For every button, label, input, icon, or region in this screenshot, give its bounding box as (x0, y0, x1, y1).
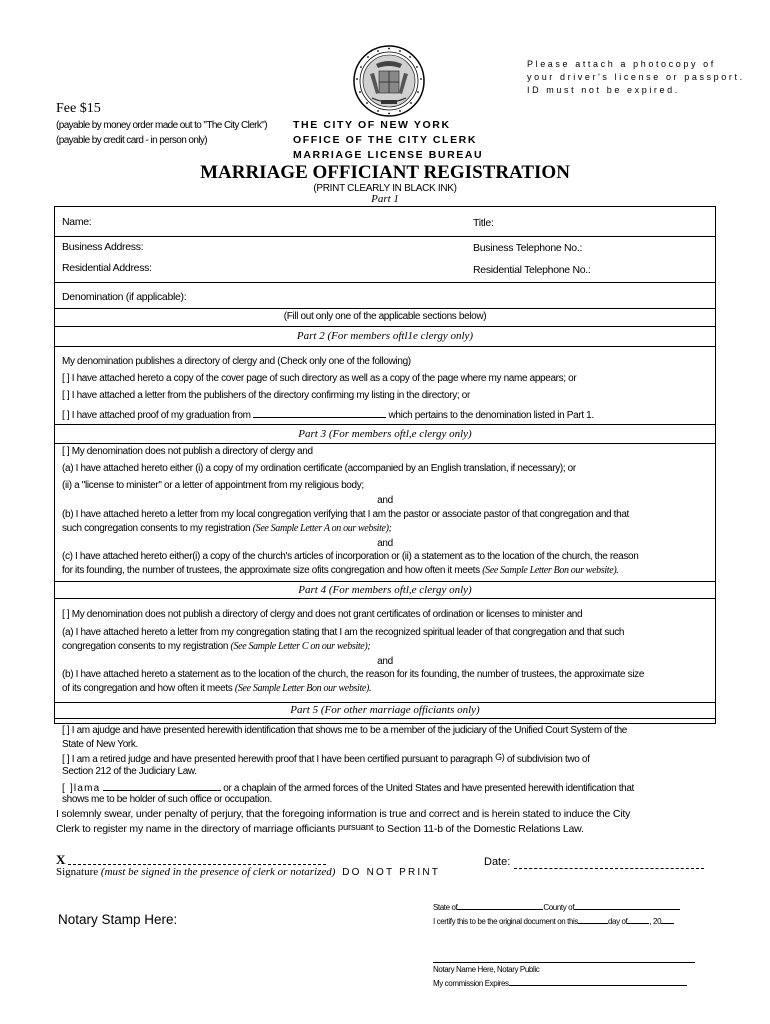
divider (54, 308, 716, 309)
agency-bureau: MARRIAGE LICENSE BUREAU (293, 149, 484, 161)
agency-office: OFFICE OF THE CITY CLERK (293, 134, 478, 146)
form-subtitle: (PRINT CLEARLY IN BLACK INK) (313, 183, 457, 194)
part-2-line: My denomination publishes a directory of clergy and (Check only one of the following) (62, 356, 411, 367)
divider (54, 598, 716, 599)
graduation-institution-blank[interactable] (253, 407, 386, 418)
month-blank[interactable] (627, 915, 649, 924)
state-of-label: State of (433, 903, 458, 912)
part-2-heading: Part 2 (For members oftl1e clergy only) (296, 330, 474, 342)
part-5-line (62, 780, 634, 794)
oath-text: Clerk to register my name in the directory of marriage officiants (56, 823, 336, 835)
oath-statement (56, 822, 584, 835)
nyc-seal-icon (352, 44, 426, 118)
signature-instruction: (must be signed in the presence of clerk or notarized) (100, 866, 336, 878)
divider (54, 443, 716, 444)
sample-letter-c-note: (See Sample Letter C on our website); (230, 641, 371, 652)
part-5-line: shows me to be holder of such office or occupation. (62, 794, 272, 805)
business-address-label: Business Address: (62, 241, 144, 253)
sample-letter-b-note: (See Sample Letter Bon our website). (234, 683, 372, 694)
part-3-heading: Part 3 (For members oftl,e clergy only) (298, 428, 472, 440)
part-4-text: of its congregation and how often it meets (62, 683, 233, 694)
signature-label (56, 866, 440, 878)
commission-label: My commission Expires (433, 979, 509, 988)
part-5-line: [ ] I am ajudge and have presented herewith identification that shows me to be a member of the judiciary of the Unified Court System of the (62, 725, 628, 736)
year-prefix: , 20 (649, 917, 662, 926)
divider (54, 581, 716, 582)
fill-out-note: (Fill out only one of the applicable sections below) (283, 311, 487, 322)
part-4-heading: Part 4 (For members oftl,e clergy only) (298, 584, 472, 596)
part-5-text: or a chaplain of the armed forces of the United States and have presented herewith identification that (223, 783, 634, 794)
part-3-text: such congregation consents to my registration (62, 523, 251, 534)
oath-text: to Section 11-b of the Domestic Relations Law. (375, 823, 584, 835)
residential-address-label: Residential Address: (62, 262, 152, 274)
part-4-and: and (377, 656, 393, 667)
business-phone-label: Business Telephone No.: (473, 242, 583, 254)
fee-amount: Fee $15 (56, 101, 101, 116)
commission-blank[interactable] (509, 977, 687, 986)
part-5-line (62, 752, 590, 765)
state-blank[interactable] (457, 901, 543, 910)
notary-signature-line[interactable] (433, 962, 695, 963)
fee-payment-note-money-order: (payable by money order made out to "The City Clerk") (56, 120, 267, 131)
divider (54, 702, 716, 703)
commission-line (433, 977, 687, 988)
officiant-title-blank[interactable] (103, 780, 221, 791)
divider (54, 424, 716, 425)
signature-label-text: Signature (56, 866, 99, 878)
part-2-graduation-text: [ ] I have attached proof of my graduation from (62, 410, 251, 421)
divider (54, 346, 716, 347)
year-blank[interactable] (661, 915, 674, 924)
part-3-line: [ ] My denomination does not publish a directory of clergy and (62, 446, 313, 457)
oath-text: pursuant (337, 822, 374, 833)
part-1-heading: Part 1 (371, 193, 399, 205)
day-blank[interactable] (578, 915, 608, 924)
oath-statement: I solemnly swear, under penalty of perjury, that the foregoing information is true and correct and is herein stated to induce the City (56, 808, 631, 820)
divider (54, 326, 716, 327)
date-line[interactable] (514, 868, 704, 869)
notary-stamp-label: Notary Stamp Here: (58, 912, 178, 927)
residential-phone-label: Residential Telephone No.: (473, 264, 591, 276)
part-5-line: State of New York. (62, 739, 138, 750)
divider (54, 282, 716, 283)
part-2-graduation-text-end: which pertains to the denomination listed in Part 1. (388, 410, 594, 421)
part-3-line: (b) I have attached hereto a letter from my local congregation verifying that I am the pastor or associate pastor of that congregation and that (62, 509, 629, 520)
part-3-line: (a) I have attached hereto either (i) a copy of my ordination certificate (accompanied by an English translation, if necessary); or (62, 463, 576, 474)
part-3-line: (c) I have attached hereto either(i) a copy of the church's articles of incorporation or (ii) a statement as to the location of the church, the reason (62, 551, 639, 562)
signature-line[interactable] (68, 864, 326, 865)
part-2-option (62, 407, 594, 421)
part-3-line: (ii) a "license to minister" or a letter of appointment from my religious body; (62, 480, 364, 491)
fee-payment-note-credit-card: (payable by credit card - in person only) (56, 135, 208, 146)
county-blank[interactable] (574, 901, 680, 910)
part-5-text: [ ]lama (62, 783, 101, 794)
name-field-label: Name: (62, 216, 92, 228)
part-3-and: and (377, 538, 393, 549)
part-4-line (62, 683, 371, 694)
part-3-line (62, 523, 392, 534)
part-4-line (62, 641, 370, 652)
date-label: Date: (484, 856, 511, 868)
denomination-label: Denomination (if applicable): (62, 291, 187, 303)
part-2-option: [ ] I have attached hereto a copy of the cover page of such directory as well as a copy of the page where my name appears; or (62, 373, 577, 384)
state-county-line (433, 901, 680, 912)
part-2-option: [ ] I have attached a letter from the publishers of the directory confirming my listing in the directory; or (62, 390, 470, 401)
notary-name-label: Notary Name Here, Notary Public (433, 965, 540, 974)
part-5-text: of subdivision two of (506, 754, 590, 765)
county-of-label: County of (543, 903, 575, 912)
part-4-line: [ ] My denomination does not publish a directory of clergy and does not grant certificates of ordination or licenses to minister and (62, 609, 583, 620)
part-5-text: [ ] I am a retired judge and have presented herewith proof that I have been certified pursuant to paragraph (62, 754, 493, 765)
day-of-label: day of (607, 917, 628, 926)
part-4-line: (b) I have attached hereto a statement as to the location of the church, the reason for its founding, the number of trustees, the approximate size (62, 669, 645, 680)
divider (54, 718, 716, 719)
certify-text: I certify this to be the original document on this (433, 917, 578, 926)
divider (54, 236, 716, 237)
part-4-line: (a) I have attached hereto a letter from my congregation stating that I am the recognized spiritual leader of that congregation and that such (62, 627, 625, 638)
part-5-heading: Part 5 (For other marriage officiants only) (290, 704, 480, 716)
sample-letter-a-note: (See Sample Letter A on our website); (252, 523, 392, 534)
signature-x-mark: X (56, 852, 66, 867)
part-3-and: and (377, 495, 393, 506)
agency-city: THE CITY OF NEW YORK (293, 119, 451, 131)
part-3-text: for its founding, the number of trustees, the approximate size ofits congregation and how often it meets (62, 565, 480, 576)
sample-letter-b-note: (See Sample Letter Bon our website). (482, 565, 619, 576)
attach-id-note: Please attach a photocopy of your driver's license or passport. ID must not be expired. (527, 59, 745, 95)
do-not-print-note: DO NOT PRINT (342, 867, 441, 878)
part-3-line (62, 565, 618, 576)
part-4-text: congregation consents to my registration (62, 641, 229, 652)
paragraph-reference: G) (495, 752, 505, 762)
certify-line (433, 915, 674, 926)
form-title: MARRIAGE OFFICIANT REGISTRATION (200, 162, 570, 183)
part-5-line: Section 212 of the Judiciary Law. (62, 766, 197, 777)
title-field-label: Title: (473, 217, 494, 229)
